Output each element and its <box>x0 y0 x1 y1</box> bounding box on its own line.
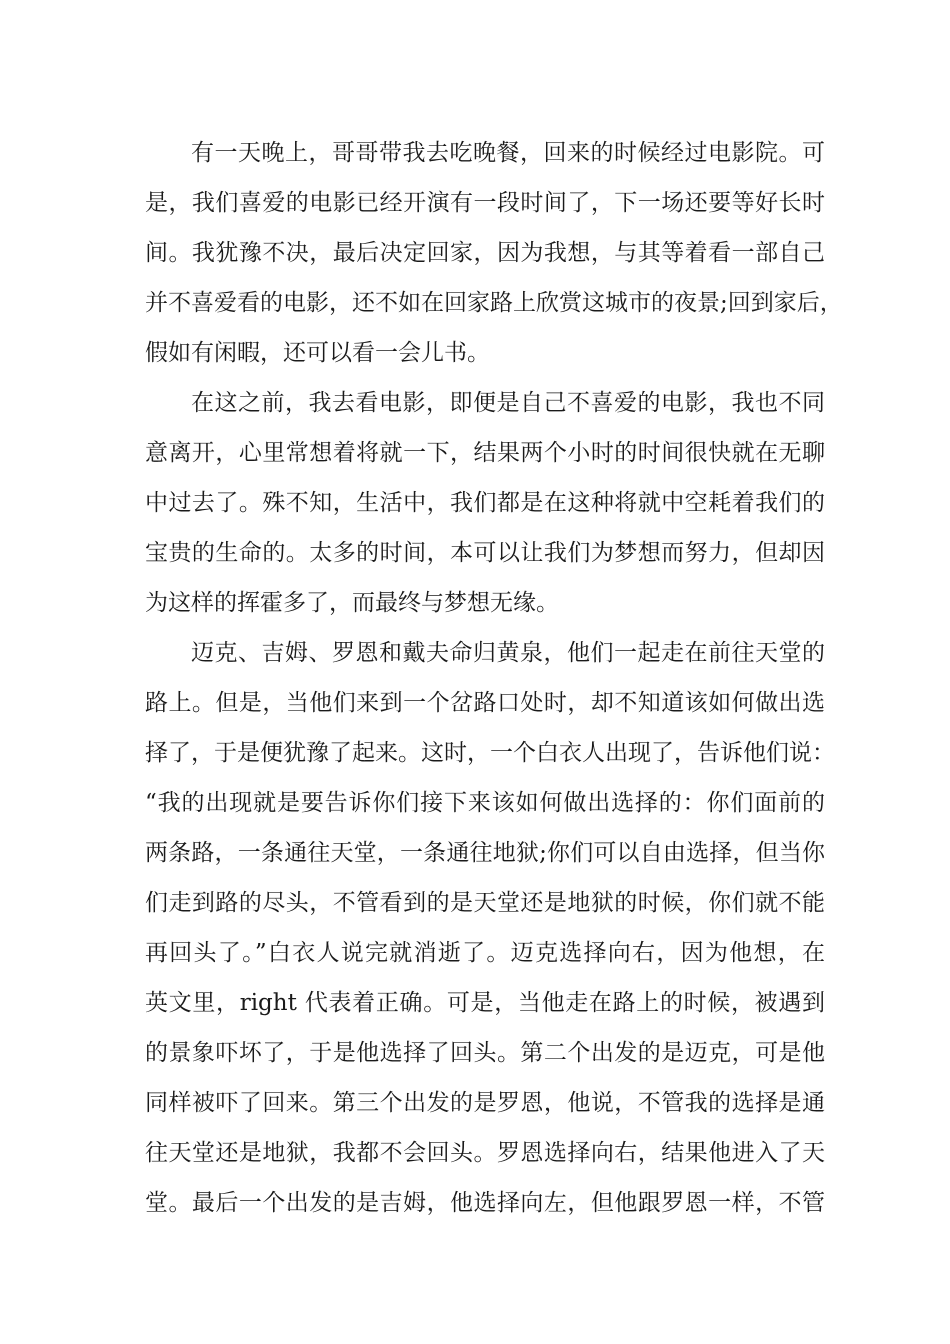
text-line: 英文里，right 代表着正确。可是，当他走在路上的时候，被遇到 <box>145 990 825 1016</box>
text-line: 意离开，心里常想着将就一下，结果两个小时的时间很快就在无聊 <box>145 440 825 466</box>
text-line: 再回头了。”白衣人说完就消逝了。迈克选择向右，因为他想，在 <box>145 940 825 966</box>
text-line: 在这之前，我去看电影，即便是自己不喜爱的电影，我也不同 <box>191 390 825 416</box>
body-text <box>145 128 843 1228</box>
text-line: 路上。但是，当他们来到一个岔路口处时，却不知道该如何做出选 <box>145 690 825 716</box>
paragraph <box>145 628 835 1228</box>
text-line: 择了，于是便犹豫了起来。这时，一个白衣人出现了，告诉他们说： <box>145 740 835 766</box>
text-line: 中过去了。殊不知，生活中，我们都是在这种将就中空耗着我们的 <box>145 490 825 516</box>
text-line: 们走到路的尽头，不管看到的是天堂还是地狱的时候，你们就不能 <box>145 890 825 916</box>
text-line: 宝贵的生命的。太多的时间，本可以让我们为梦想而努力，但却因 <box>145 540 825 566</box>
paragraph <box>145 378 825 628</box>
text-line: 往天堂还是地狱，我都不会回头。罗恩选择向右，结果他进入了天 <box>145 1140 825 1166</box>
text-line: 是，我们喜爱的电影已经开演有一段时间了，下一场还要等好长时 <box>145 190 825 216</box>
text-line: 并不喜爱看的电影，还不如在回家路上欣赏这城市的夜景;回到家后， <box>145 290 843 316</box>
text-line: “我的出现就是要告诉你们接下来该如何做出选择的：你们面前的 <box>145 790 825 816</box>
text-line: 为这样的挥霍多了，而最终与梦想无缘。 <box>145 590 559 616</box>
text-line: 假如有闲暇，还可以看一会儿书。 <box>145 340 490 366</box>
text-line: 两条路，一条通往天堂，一条通往地狱;你们可以自由选择，但当你 <box>145 840 825 866</box>
text-line: 间。我犹豫不决，最后决定回家，因为我想，与其等着看一部自己 <box>145 240 825 266</box>
text-line: 有一天晚上，哥哥带我去吃晚餐，回来的时候经过电影院。可 <box>191 140 825 166</box>
paragraph <box>145 128 843 378</box>
text-line: 堂。最后一个出发的是吉姆，他选择向左，但他跟罗恩一样，不管 <box>145 1190 825 1216</box>
text-line: 迈克、吉姆、罗恩和戴夫命归黄泉，他们一起走在前往天堂的 <box>191 640 825 666</box>
text-line: 的景象吓坏了，于是他选择了回头。第二个出发的是迈克，可是他 <box>145 1040 825 1066</box>
text-line: 同样被吓了回来。第三个出发的是罗恩，他说，不管我的选择是通 <box>145 1090 825 1116</box>
